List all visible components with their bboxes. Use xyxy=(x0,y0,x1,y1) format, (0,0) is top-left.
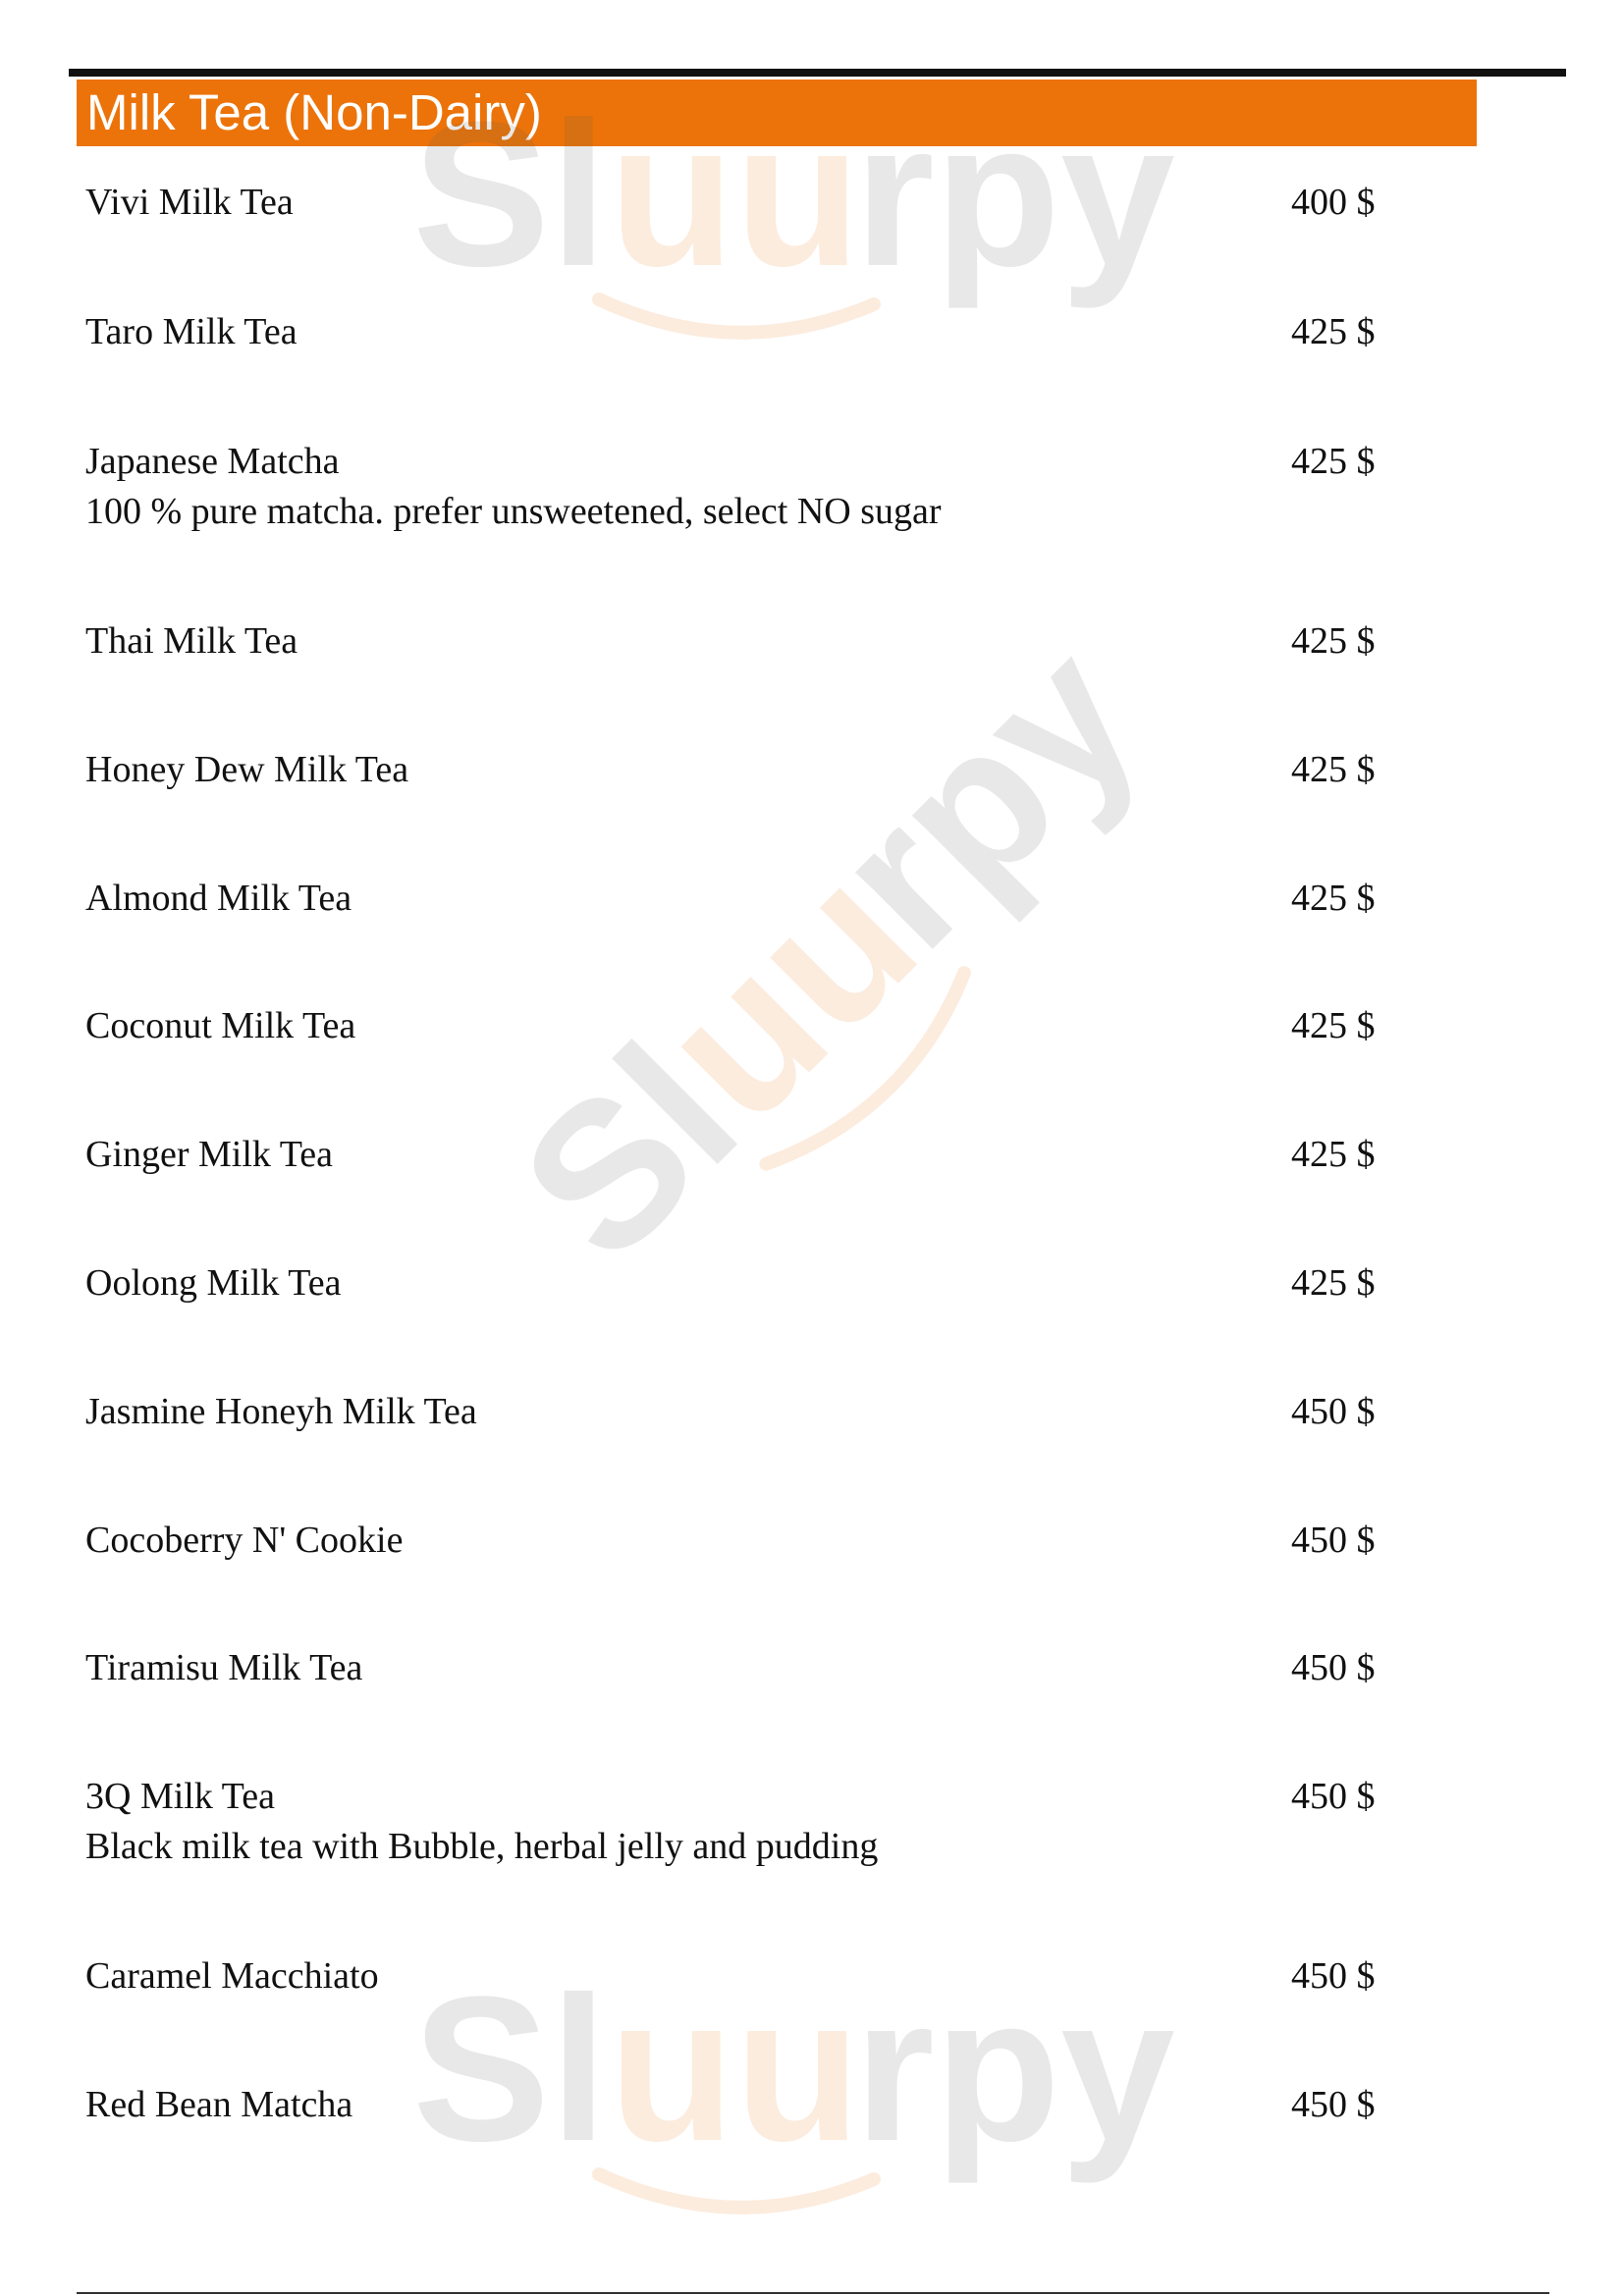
svg-text:rpy: rpy xyxy=(854,1953,1175,2184)
item-name: Honey Dew Milk Tea xyxy=(85,749,409,790)
watermark-logo-bottom xyxy=(412,1953,1237,2253)
item-price: 450 $ xyxy=(1291,2084,1376,2125)
item-price: 450 $ xyxy=(1291,1647,1376,1688)
item-description: Black milk tea with Bubble, herbal jelly and pudding xyxy=(85,1826,879,1867)
item-name: Almond Milk Tea xyxy=(85,878,352,919)
svg-text:uu: uu xyxy=(617,823,958,1164)
item-price: 425 $ xyxy=(1291,620,1376,662)
item-name: Tiramisu Milk Tea xyxy=(85,1647,363,1688)
item-name: 3Q Milk Tea xyxy=(85,1776,275,1817)
item-price: 425 $ xyxy=(1291,878,1376,919)
item-price: 450 $ xyxy=(1291,1776,1376,1817)
item-price: 425 $ xyxy=(1291,1262,1376,1304)
svg-text:Sl: Sl xyxy=(412,79,608,309)
svg-text:uu: uu xyxy=(609,79,861,309)
item-price: 425 $ xyxy=(1291,441,1376,482)
item-price: 450 $ xyxy=(1291,1520,1376,1561)
item-name: Caramel Macchiato xyxy=(85,1955,379,1997)
watermark-logo-middle xyxy=(478,557,1273,1352)
svg-text:rpy: rpy xyxy=(790,600,1181,990)
item-name: Taro Milk Tea xyxy=(85,311,298,352)
item-name: Thai Milk Tea xyxy=(85,620,298,662)
svg-text:Sl: Sl xyxy=(477,1001,780,1304)
item-name: Cocoberry N' Cookie xyxy=(85,1520,404,1561)
item-name: Jasmine Honeyh Milk Tea xyxy=(85,1391,477,1432)
item-name: Ginger Milk Tea xyxy=(85,1134,334,1175)
item-price: 450 $ xyxy=(1291,1955,1376,1997)
svg-text:rpy: rpy xyxy=(854,79,1175,309)
item-price: 450 $ xyxy=(1291,1391,1376,1432)
item-price: 425 $ xyxy=(1291,1134,1376,1175)
item-name: Vivi Milk Tea xyxy=(85,182,294,223)
item-price: 425 $ xyxy=(1291,749,1376,790)
item-name: Japanese Matcha xyxy=(85,441,340,482)
item-name: Red Bean Matcha xyxy=(85,2084,353,2125)
item-price: 425 $ xyxy=(1291,311,1376,352)
item-price: 425 $ xyxy=(1291,1005,1376,1046)
svg-text:Sl: Sl xyxy=(412,1953,608,2184)
bottom-rule xyxy=(77,2292,1549,2294)
svg-text:uu: uu xyxy=(609,1953,861,2184)
item-name: Coconut Milk Tea xyxy=(85,1005,356,1046)
item-name: Oolong Milk Tea xyxy=(85,1262,342,1304)
section-title: Milk Tea (Non-Dairy) xyxy=(86,84,542,140)
top-rule xyxy=(69,69,1566,77)
item-price: 400 $ xyxy=(1291,182,1376,223)
item-description: 100 % pure matcha. prefer unsweetened, select NO sugar xyxy=(85,491,942,532)
